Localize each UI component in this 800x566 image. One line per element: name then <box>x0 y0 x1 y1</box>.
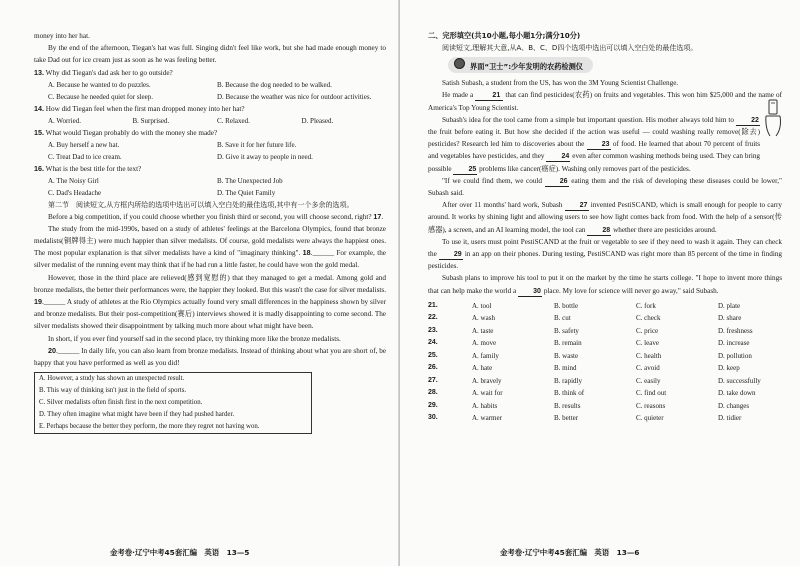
answer-row-26: 26. A. hate B. mind C. avoid D. keep <box>428 364 740 373</box>
question-16: 16. What is the best title for the text? A. The Noisy Girl B. The Unexpected Job C. Dad's Headache D. The Quiet Family <box>34 163 386 199</box>
answer-row-24: 24. A. move B. remain C. leave D. increase <box>428 339 750 348</box>
answer-row-22: 22. A. wash B. cut C. check D. share <box>428 314 742 323</box>
blank-29[interactable]: 29 <box>439 250 463 260</box>
intro-line-2: By the end of the afternoon, Tiegan's hat was full. Singing didn't feel like work, but she had made enough money to take Dad out for ice cream just as soon as he was feeling better. <box>34 44 386 65</box>
option: C. Treat Dad to ice cream. <box>48 152 122 161</box>
blank-30[interactable]: 30 <box>518 287 542 297</box>
answer-options <box>428 300 782 425</box>
option: C. Relaxed. <box>217 116 250 125</box>
blank-23[interactable]: 23 <box>587 140 611 150</box>
box-option-b: B. This way of thinking isn't just in the field of sports. <box>39 387 187 395</box>
question-13: 13. Why did Tiegan's dad ask her to go outside? A. Because he wanted to do puzzles. B. Because the dog needed to be walked. C. Because he needed quiet for sleep. D. Because the weather was nice for outdoor activities. <box>34 67 386 103</box>
cloze-section-title: 二、完形填空(共10小题,每小题1分;满分10分) <box>428 31 581 40</box>
intro-line-1: money into her hat. <box>34 32 90 40</box>
cloze-para-2: He made a 21 that can find pesticides(农药) on fruits and vegetables. This won him $25,000 and the name of America's Top Young Scientist. <box>428 91 783 112</box>
answer-row-29: 29. A. habits B. results C. reasons D. changes <box>428 401 750 410</box>
answer-row-21: 21. A. tool B. bottle C. fork D. plate <box>428 301 741 310</box>
blank-24[interactable]: 24 <box>546 152 570 162</box>
cloze-para-7: Subash plans to improve his tool to put it on the market by the time he starts college. "I hope to invent more things that can help make the world a 30 place. My love for science will never go away," said Subash. <box>428 274 782 295</box>
reading-para-4: In short, if you ever find yourself sad in the second place, try thinking more like the bronze medalists. <box>48 334 341 343</box>
answer-row-30: 30. A. warmer B. better C. quieter D. tidier <box>428 414 742 423</box>
blank-27[interactable]: 27 <box>565 201 589 211</box>
cloze-instruction: 阅读短文,理解其大意,从A、B、C、D四个选项中选出可以填入空白处的最佳选项。 <box>442 44 698 52</box>
blank-25[interactable]: 25 <box>453 165 477 175</box>
cloze-para-5: After over 11 months' hard work, Subash 27 invented PestiSCAND, which is small enough for people to carry around. It works by shining light and allowing users to see how light comes back from food. With the help of a sensor(传感器), a screen, and an AI learning model, the tool can 28 whether there are pesticides around. <box>428 201 783 234</box>
reading-para-5: 20.______ In daily life, you can also learn from bronze medalists. Instead of thinking about what you are short of, be happy that you have performed as well as you did! <box>34 345 387 368</box>
option: B. Surprised. <box>132 116 170 125</box>
answer-row-23: 23. A. taste B. safety C. price D. freshness <box>428 326 753 335</box>
question-15: 15. What would Tiegan probably do with the money she made? A. Buy herself a new hat. B. Save it for her future life. C. Treat Dad to ice cream. D. Give it away to people in need. <box>34 127 386 163</box>
option: D. Give it away to people in need. <box>217 152 313 161</box>
option: D. Because the weather was nice for outdoor activities. <box>217 92 372 101</box>
option: A. Buy herself a new hat. <box>48 140 120 149</box>
box-option-d: D. They often imagine what might have been if they had pushed harder. <box>39 411 235 419</box>
blank-22[interactable]: 22 <box>736 116 760 126</box>
option: A. Worried. <box>48 116 81 125</box>
option: C. Because he needed quiet for sleep. <box>48 92 153 101</box>
reading-para-3: However, those in the third place are relieved(感到宽慰的) that they managed to get a medal. Among gold and bronze medalists, the better their performances were, the happier they looked. But this wasn't the case for silver medalists. 19.______ A study of athletes at the Rio Olympics actually found very small differences in the happiness shown by silver and bronze medalists. But their post-competition(赛后) interviews showed it is madly disappointing to come second. The silver medalists showed their disappointment by talking much more about what might have been. <box>34 273 387 331</box>
option: B. Save it for her future life. <box>217 140 297 149</box>
option: B. Because the dog needed to be walked. <box>217 80 332 89</box>
right-footer: 金考卷·辽宁中考45套汇编 英语 13—6 <box>500 548 640 557</box>
option: C. Dad's Headache <box>48 188 102 197</box>
reading-para-1: Before a big competition, if you could choose whether you finish third or second, you will choose second, right? 17. <box>48 211 384 221</box>
option: A. Because he wanted to do puzzles. <box>48 80 151 89</box>
answer-row-28: 28. A. wait for B. think of C. find out D. take down <box>428 389 756 398</box>
cloze-para-4: "If we could find them, we could 26 eating them and the risk of developing these diseases could be lower," Subash said. <box>428 176 782 198</box>
box-option-c: C. Silver medalists often finish first in the next competition. <box>39 399 203 407</box>
option: B. The Unexpected Job <box>217 176 283 185</box>
right-page <box>400 0 800 566</box>
option: D. Pleased. <box>301 116 334 125</box>
blank-28[interactable]: 28 <box>587 226 611 236</box>
left-footer: 金考卷·辽宁中考45套汇编 英语 13—5 <box>110 548 250 557</box>
banner-badge-icon <box>454 58 465 69</box>
blank-21[interactable]: 21 <box>475 91 503 101</box>
answer-row-27: 27. A. bravely B. rapidly C. easily D. successfully <box>428 376 761 385</box>
cloze-para-6: To use it, users must point PestiSCAND at the fruit or vegetable to see if they need to wash it again. They can check the 29 in an app on their phones. During testing, PestiSCAND was right more than 85 percent of the time in finding pesticides. <box>428 237 783 271</box>
cloze-para-3: Subash's idea for the tool came from a simple but important question. His mother always told him to 22 the fruit before eating it. But how she decided if the action was useful — could washing really remove(除去) pesticides? Research led him to discoveries about the 23 of food. He learned that about 70 percent of fruits and vegetables have pesticides, and they 24 even after common washing methods being used. They can bring possible 25 problems like cancer(癌症). Washing only removes part of the pesticides. <box>428 115 761 173</box>
section2-title: 第二节 阅读短文,从方框内所给的选项中选出可以填入空白处的最佳选项,其中有一个多余的选项。 <box>48 200 354 209</box>
blank-26[interactable]: 26 <box>545 177 569 187</box>
question-14: 14. How did Tiegan feel when the first man dropped money into her hat? A. Worried. B. Surprised. C. Relaxed. D. Pleased. <box>34 103 386 127</box>
options-box <box>34 372 312 434</box>
box-option-a: A. However, a study has shown an unexpected result. <box>39 375 185 383</box>
banner-title: 界面“卫士”:少年发明的农药检测仪 <box>470 62 583 72</box>
box-option-e: E. Perhaps because the better they perform, the more they regret not having won. <box>39 423 260 431</box>
option: D. The Quiet Family <box>217 188 276 197</box>
cloze-para-1: Satish Subash, a student from the US, has won the 3M Young Scientist Challenge. <box>442 79 679 88</box>
answer-row-25: 25. A. family B. waste C. health D. pollution <box>428 351 752 360</box>
article-banner <box>448 57 782 73</box>
option: A. The Noisy Girl <box>48 176 99 185</box>
reading-para-2: The study from the mid-1990s, based on a study of athletes' feelings at the Barcelona Olympics, found that bronze medalists(铜牌得主) were much happier than silver medalists. Of course, gold medalists were always the happiest ones. The most popular explanation is that silver medalists have a kind of "imaginary thinking". 18.______ For example, the silver medalist of the running event may think that if he had run a little faster, he could have won the gold medal. <box>34 224 386 270</box>
scanner-hand-icon <box>760 98 786 138</box>
